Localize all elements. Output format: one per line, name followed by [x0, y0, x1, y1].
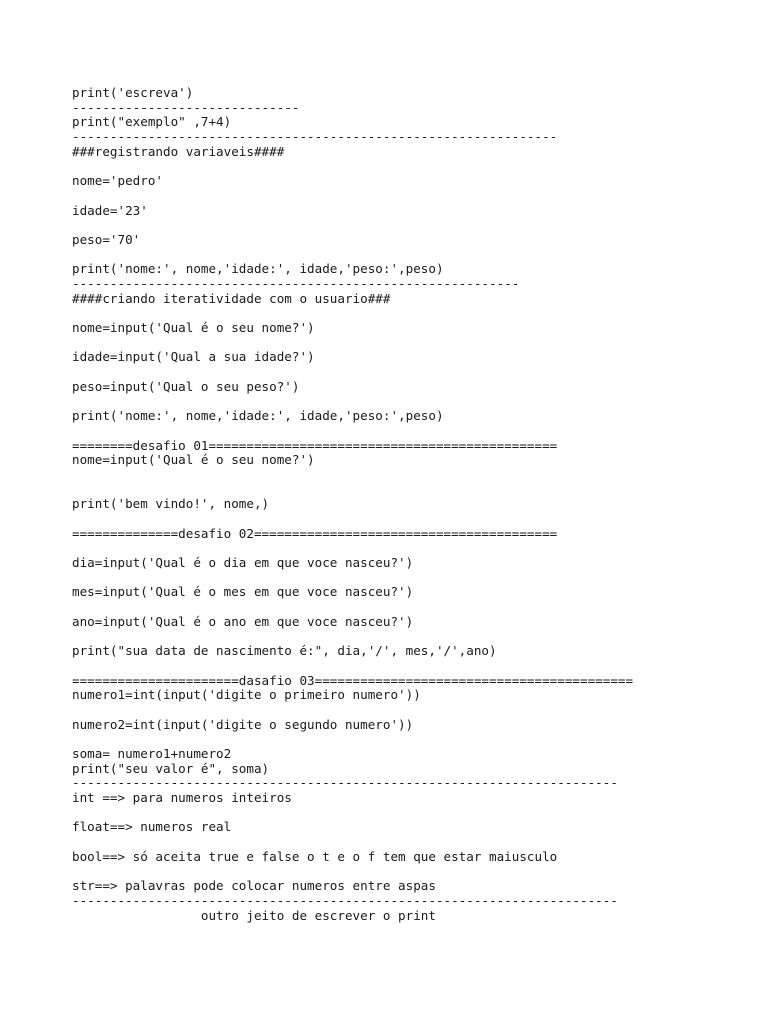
code-line: [72, 659, 752, 674]
code-line: nome=input('Qual é o seu nome?'): [72, 320, 315, 335]
code-line: ###registrando variaveis####: [72, 143, 285, 159]
code-line: peso='70': [72, 231, 141, 247]
code-line: nome='pedro': [72, 173, 163, 189]
code-line: idade=input('Qual a sua idade?'): [72, 349, 315, 365]
code-line: [72, 468, 752, 483]
code-line: [72, 306, 752, 321]
code-line: bool==> só aceita true e false o t e o f tem que estar maiusculo: [72, 848, 558, 864]
code-line: ------------------------------------------------------------------------: [72, 892, 618, 908]
code-line: [72, 365, 752, 380]
code-line: float==> numeros real: [72, 819, 232, 835]
code-line: [72, 703, 752, 718]
code-line: str==> palavras pode colocar numeros entre aspas: [72, 878, 436, 894]
code-line: ------------------------------: [72, 99, 300, 115]
code-line: [72, 483, 752, 498]
code-line: [72, 806, 752, 821]
code-line: mes=input('Qual é o mes em que voce nasceu?'): [72, 584, 414, 600]
code-line: ------------------------------------------------------------------------: [72, 775, 618, 791]
code-line: -----------------------------------------------------------: [72, 275, 520, 291]
code-line: [72, 732, 752, 747]
code-line: [72, 189, 752, 204]
code-line: print('bem vindo!', nome,): [72, 496, 270, 512]
code-line: [72, 600, 752, 615]
code-line: [72, 571, 752, 586]
code-line: ####criando iteratividade com o usuario###: [72, 290, 391, 306]
code-line: ==============desafio 02========================================: [72, 525, 558, 541]
code-line: print('escreva'): [72, 85, 194, 100]
code-line: print('nome:', nome,'idade:', idade,'peso:',peso): [72, 408, 444, 424]
code-line: [72, 394, 752, 409]
code-line: [72, 336, 752, 351]
code-line: [72, 541, 752, 556]
code-line: dia=input('Qual é o dia em que voce nasceu?'): [72, 555, 414, 570]
code-line: [72, 248, 752, 263]
code-line: idade='23': [72, 202, 148, 218]
code-line: soma= numero1+numero2: [72, 745, 232, 761]
code-line: int ==> para numeros inteiros: [72, 790, 292, 805]
code-line: ----------------------------------------------------------------: [72, 129, 558, 145]
code-line: print("seu valor é", soma): [72, 760, 270, 776]
code-line: nome=input('Qual é o seu nome?'): [72, 452, 315, 468]
code-line: [72, 835, 752, 850]
code-line: [72, 512, 752, 527]
code-line: ano=input('Qual é o ano em que voce nasceu?'): [72, 613, 414, 629]
code-line: [72, 424, 752, 439]
code-line: print("sua data de nascimento é:", dia,'/', mes,'/',ano): [72, 643, 497, 659]
code-line: peso=input('Qual o seu peso?'): [72, 378, 300, 394]
code-line: numero1=int(input('digite o primeiro numero')): [72, 687, 421, 703]
code-line: [72, 864, 752, 879]
code-text-block: [72, 86, 752, 923]
code-line: ========desafio 01==============================================: [72, 437, 558, 453]
code-line: print("exemplo" ,7+4): [72, 114, 232, 130]
code-line: [72, 629, 752, 644]
code-line: ======================dasafio 03==========================================: [72, 672, 634, 688]
code-line: outro jeito de escrever o print: [72, 907, 436, 923]
code-line: [72, 218, 752, 233]
code-line: print('nome:', nome,'idade:', idade,'peso:',peso): [72, 261, 444, 277]
code-line: [72, 159, 752, 174]
code-line: numero2=int(input('digite o segundo numero')): [72, 716, 414, 732]
